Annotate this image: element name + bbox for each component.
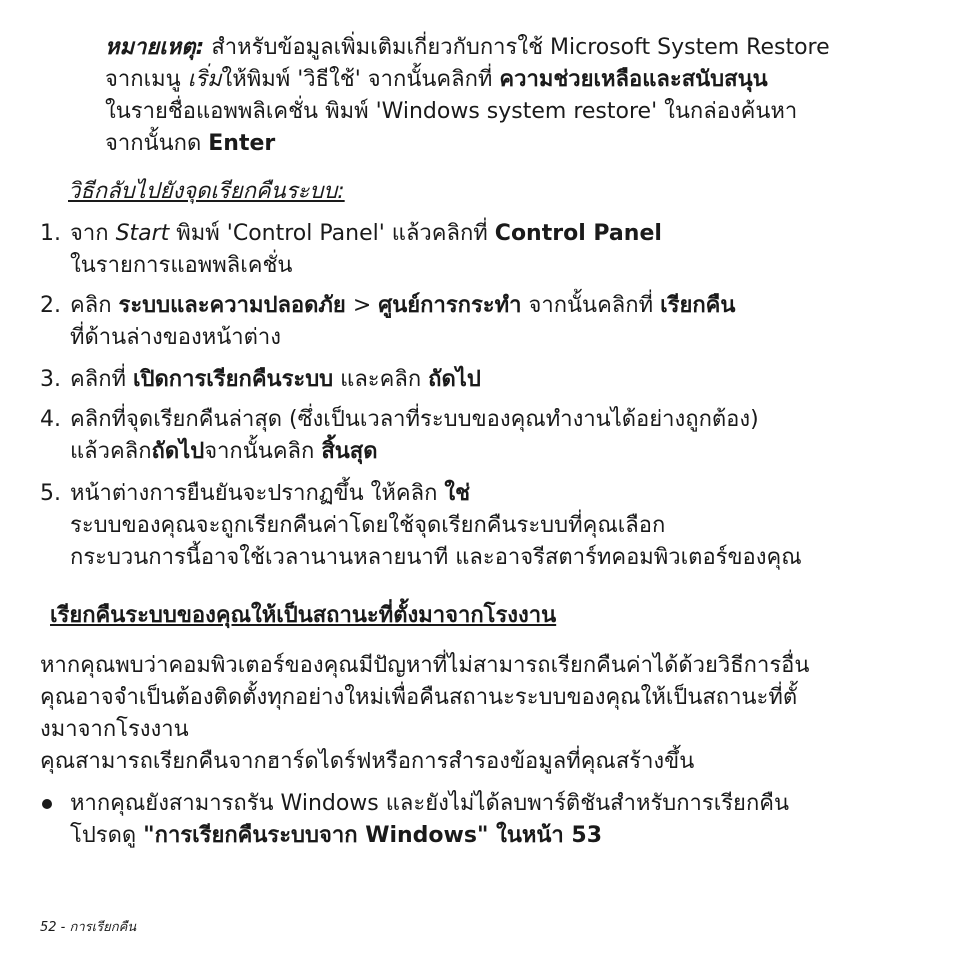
para-line-4: คุณสามารถเรียกคืนจากฮาร์ดไดร์ฟหรือการสำรองข้อมูลที่คุณสร้างขึ้น [40,749,695,774]
step-4-line-2: แล้วคลิกถัดไปจากนั้นคลิก สิ้นสุด [70,439,378,464]
step-number: 5. [40,481,61,506]
step-number: 3. [40,367,61,392]
para-line-2: คุณอาจจำเป็นต้องติดตั้งทุกอย่างใหม่เพื่อคืนสถานะระบบของคุณให้เป็นสถานะที่ตั้ [40,685,798,710]
note-line-1: หมายเหตุ: สำหรับข้อมูลเพิ่มเติมเกี่ยวกับการใช้ Microsoft System Restore [105,35,830,60]
bullet-dot-icon [42,799,52,809]
page-footer: 52 - การเรียกคืน [40,920,137,935]
restore-point-subheading: วิธีกลับไปยังจุดเรียกคืนระบบ: [68,179,345,204]
note-line-4: จากนั้นกด Enter [105,131,276,156]
step-4-line-1: คลิกที่จุดเรียกคืนล่าสุด (ซึ่งเป็นเวลาที่ระบบของคุณทำงานได้อย่างถูกต้อง) [70,407,759,432]
step-5-line-1: หน้าต่างการยืนยันจะปรากฏขึ้น ให้คลิก ใช่ [70,481,471,506]
step-1-line-1: จาก Start พิมพ์ 'Control Panel' แล้วคลิกที่ Control Panel [70,221,662,246]
page-reference-link[interactable]: "การเรียกคืนระบบจาก Windows" ในหน้า 53 [143,823,603,848]
bullet-line-2: โปรดดู "การเรียกคืนระบบจาก Windows" ในหน้า 53 [70,823,603,848]
step-2-line-2: ที่ด้านล่างของหน้าต่าง [70,325,282,350]
note-line-2: จากเมนู เริ่มให้พิมพ์ 'วิธีใช้' จากนั้นคลิกที่ ความช่วยเหลือและสนับสนุน [105,67,768,92]
note-label: หมายเหตุ: [105,35,205,60]
step-number: 1. [40,221,61,246]
step-number: 2. [40,293,61,318]
para-line-3: งมาจากโรงงาน [40,717,189,742]
step-2-line-1: คลิก ระบบและความปลอดภัย > ศูนย์การกระทำ จากนั้นคลิกที่ เรียกคืน [70,293,736,318]
step-number: 4. [40,407,61,432]
section-heading: เรียกคืนระบบของคุณให้เป็นสถานะที่ตั้งมาจากโรงงาน [50,603,557,628]
para-line-1: หากคุณพบว่าคอมพิวเตอร์ของคุณมีปัญหาที่ไม่สามารถเรียกคืนค่าได้ด้วยวิธีการอื่น [40,653,810,678]
note-line-3: ในรายชื่อแอพพลิเคชั่น พิมพ์ 'Windows system restore' ในกล่องค้นหา [105,99,798,124]
bullet-line-1: หากคุณยังสามารถรัน Windows และยังไม่ได้ลบพาร์ติชันสำหรับการเรียกคืน [70,791,790,816]
step-3-line-1: คลิกที่ เปิดการเรียกคืนระบบ และคลิก ถัดไป [70,367,481,392]
step-5-line-3: กระบวนการนี้อาจใช้เวลานานหลายนาที และอาจรีสตาร์ทคอมพิวเตอร์ของคุณ [70,545,802,570]
step-1-line-2: ในรายการแอพพลิเคชั่น [70,253,293,278]
step-5-line-2: ระบบของคุณจะถูกเรียกคืนค่าโดยใช้จุดเรียกคืนระบบที่คุณเลือก [70,513,666,538]
